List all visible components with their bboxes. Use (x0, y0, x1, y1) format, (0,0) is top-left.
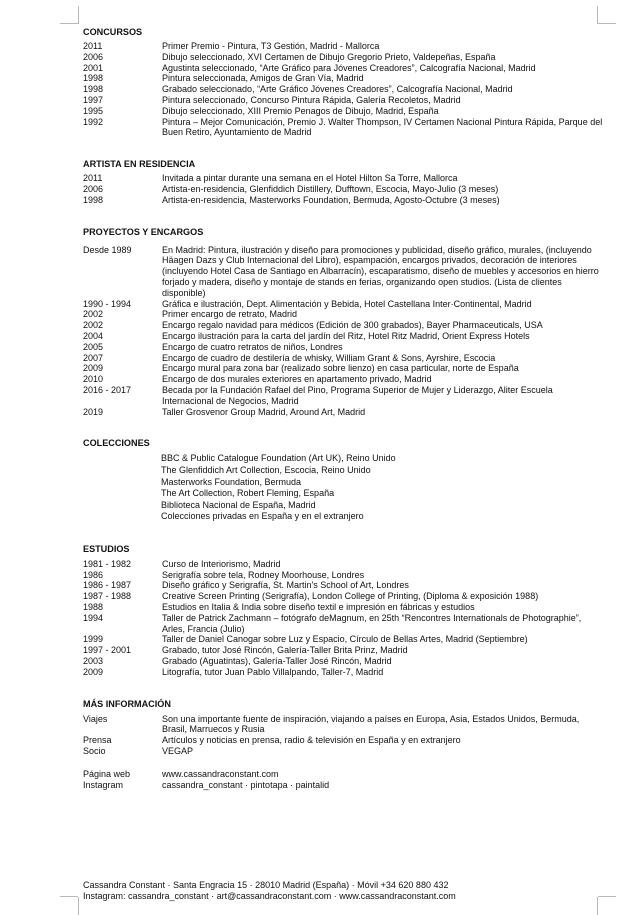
list-item (83, 195, 603, 206)
entry-label: Viajes (83, 713, 108, 724)
list-item (83, 580, 603, 591)
section-title: COLECCIONES (83, 438, 150, 449)
entry-text: Taller de Patrick Zachmann – fotógrafo deMagnum, en 25th “Rencontres Internationals de Photographie”, Arles, Francia (Julio) (162, 612, 582, 634)
page-footer (83, 880, 613, 903)
list-item (83, 117, 603, 139)
entry-text: Son una importante fuente de inspiración, viajando a países en Europa, Asia, Estados Unidos, Bermuda, Brasil, Marruecos y Rusia (162, 713, 580, 735)
list-item (83, 591, 603, 602)
entry-date: 2006 (83, 51, 104, 62)
list-item (83, 735, 603, 746)
entry-text: Grabado, tutor José Rincón, Galería-Taller Brita Prinz, Madrid (162, 645, 408, 656)
entry-text: Pintura seleccionada, Amigos de Gran Vía, Madrid (162, 73, 364, 84)
entry-label: Socio (83, 746, 106, 757)
list-item: BBC & Public Catalogue Foundation (Art UK), Reino Unido (161, 453, 396, 464)
list-item (83, 656, 603, 667)
instagram-handles: cassandra_constant · pintotapa · paintalid (162, 779, 330, 790)
list-item: Biblioteca Nacional de España, Madrid (161, 499, 316, 510)
crop-mark-top-right (598, 23, 616, 24)
list-item (83, 184, 603, 195)
entry-date: 2002 (83, 309, 104, 320)
entry-text: En Madrid: Pintura, ilustración y diseño para promociones y publicidad, diseño gráfico, murales, (incluyendo Häagen Dazs y Club Internacional del Libro), espampación, encargos privados, decoración de interiores (incluyendo Hotel Casa de Santiago en Albarracín), escaparatismo, diseño de muebles y accesorios en hierro forjado y madera, diseño y montaje de stands en ferias, organizando open studios. (Lista de clientes disponible) (162, 244, 599, 298)
section-mas-informacion (83, 698, 603, 791)
section-title: MÁS INFORMACIÓN (83, 698, 171, 709)
entry-date: 1988 (83, 602, 104, 613)
entry-date: 1994 (83, 612, 104, 623)
section-title: PROYECTOS Y ENCARGOS (83, 226, 204, 237)
entry-text: Artista-en-residencia, Masterworks Foundation, Bermuda, Agosto-Octubre (3 meses) (162, 194, 500, 205)
list-item (83, 299, 603, 310)
list-item (83, 363, 603, 374)
entry-text: Gráfica e ilustración, Dept. Alimentación y Bebida, Hotel Castellana Inter·Continental, Madrid (162, 298, 532, 309)
section-proyectos (83, 226, 603, 418)
entry-date: 1997 - 2001 (83, 645, 132, 656)
entry-date: 1997 (83, 94, 104, 105)
section-title: ARTISTA EN RESIDENCIA (83, 159, 196, 170)
entry-date: 2001 (83, 62, 104, 73)
entry-date: 2005 (83, 341, 104, 352)
footer-address: Cassandra Constant · Santa Engracia 15 · 28010 Madrid (España) · Móvil +34 620 880 432 (83, 880, 449, 890)
list-item (83, 570, 603, 581)
list-item (83, 41, 603, 52)
section-estudios (83, 543, 603, 678)
entry-date: 2011 (83, 41, 103, 51)
list-item (83, 342, 603, 353)
entry-text: Grabado seleccionado, “Arte Gráfico Jóvenes Creadores”, Calcografía Nacional, Madrid (162, 84, 513, 95)
section-concursos (83, 26, 603, 138)
entry-date: 2019 (83, 406, 104, 417)
list-item (83, 602, 603, 613)
entry-label: Página web (83, 768, 131, 779)
entry-text: Agustinta seleccionado, “Arte Gráfico para Jóvenes Creadores”, Calcografía Nacional, Madrid (162, 62, 536, 73)
list-item (83, 714, 603, 736)
list-item (83, 667, 603, 678)
entry-label: Prensa (83, 735, 112, 746)
list-item: The Glenfiddich Art Collection, Escocia, Reino Unido (161, 464, 371, 475)
crop-mark-bottom-left (60, 896, 78, 897)
entry-text: Encargo de cuadro de destilería de whisky, William Grant & Sons, Ayrshire, Escocia (162, 352, 496, 363)
entry-date: 1999 (83, 634, 104, 645)
entry-text: Primer encargo de retrato, Madrid (162, 309, 298, 320)
entry-text: Grabado (Aguatintas), Galería-Taller José Rincón, Madrid (162, 656, 392, 667)
entry-text: Invitada a pintar durante una semana en el Hotel Hilton Sa Torre, Mallorca (162, 173, 458, 184)
entry-date: 2002 (83, 320, 104, 331)
entry-date: 2006 (83, 183, 104, 194)
entry-text: Estudios en Italia & India sobre diseño textil e impresión en fábricas y estudios (162, 602, 475, 613)
list-item (83, 84, 603, 95)
crop-mark-top-left (60, 23, 78, 24)
list-item (83, 780, 603, 791)
list-item (83, 106, 603, 117)
entry-date: 1998 (83, 194, 104, 205)
list-item: Colecciones privadas en España y en el extranjero (161, 511, 364, 522)
entry-text: Taller de Daniel Canogar sobre Luz y Espacio, Círculo de Bellas Artes, Madrid (Septiembre) (162, 634, 528, 645)
entry-text: Curso de Interiorismo, Madrid (162, 558, 281, 569)
list-item (83, 309, 603, 320)
list-item (83, 245, 603, 299)
entry-date: 1992 (83, 116, 104, 127)
crop-mark-top-left (78, 6, 79, 24)
list-item (83, 634, 603, 645)
entry-text: Encargo mural para zona bar (realizado sobre lienzo) en casa particular, norte de España (162, 363, 519, 374)
list-item (83, 331, 603, 342)
entry-text: Diseño gráfico y Serigrafía, St. Martin's School of Art, Londres (162, 580, 409, 591)
entry-text: Pintura seleccionado, Concurso Pintura Rápida, Galería Recoletos, Madrid (162, 94, 461, 105)
entry-date: 1986 - 1987 (83, 580, 132, 591)
list-item (83, 385, 603, 407)
entry-text: Encargo de dos murales exteriores en apartamento privado, Madrid (162, 374, 432, 385)
entry-date: 1998 (83, 73, 104, 84)
list-item: The Art Collection, Robert Fleming, España (161, 488, 335, 499)
entry-text: Artículos y noticias en prensa, radio & televisión en España y en extranjero (162, 735, 461, 746)
entry-label: Instagram (83, 779, 124, 790)
entry-text: Primer Premio - Pintura, T3 Gestión, Madrid - Mallorca (162, 41, 380, 51)
entry-date: 2009 (83, 666, 104, 677)
list-item (83, 173, 603, 184)
entry-date: 2004 (83, 330, 104, 341)
section-residencia (83, 158, 603, 205)
entry-date: 1987 - 1988 (83, 591, 132, 602)
entry-date: Desde 1989 (83, 244, 132, 255)
entry-text: Pintura – Mejor Comunicación, Premio J. Walter Thompson, IV Certamen Nacional Pintura Rápida, Parque del Buen Retiro, Ayuntamiento de Madrid (162, 116, 603, 138)
entry-text: Taller Grosvenor Group Madrid, Around Art, Madrid (162, 406, 366, 417)
website-link[interactable]: www.cassandraconstant.com (162, 768, 279, 779)
list-item (83, 645, 603, 656)
list-item (83, 52, 603, 63)
entry-date: 2009 (83, 363, 104, 374)
list-item (83, 73, 603, 84)
entry-text: Encargo ilustración para la carta del jardín del Ritz, Hotel Ritz Madrid, Orient Express Hotels (162, 330, 530, 341)
list-item (83, 769, 603, 780)
entry-text: Becada por la Fundación Rafael del Pino, Programa Superior de Mujer y Liderazgo, Aliter Escuela Internacional de Negocios, Madrid (162, 384, 553, 406)
entry-date: 2010 (83, 374, 104, 385)
crop-mark-bottom-left (78, 897, 79, 915)
footer-contact: Instagram: cassandra_constant · art@cassandraconstant.com · www.cassandraconstant.com (83, 891, 456, 902)
entry-text: Dibujo seleccionado, XIII Premio Penagos de Dibujo, Madrid, España (162, 105, 439, 116)
entry-date: 2007 (83, 352, 104, 363)
list-item (83, 374, 603, 385)
document-body (83, 26, 603, 790)
entry-date: 1995 (83, 105, 104, 116)
list-item: Masterworks Foundation, Bermuda (161, 476, 302, 487)
entry-date: 1981 - 1982 (83, 558, 132, 569)
list-item (83, 746, 603, 757)
section-title: ESTUDIOS (83, 543, 130, 554)
list-item (83, 613, 603, 635)
entry-text: Litografía, tutor Juan Pablo Villalpando, Taller-7, Madrid (162, 666, 384, 677)
entry-date: 2011 (83, 173, 103, 184)
entry-date: 2016 - 2017 (83, 384, 132, 395)
entry-date: 2003 (83, 656, 104, 667)
entry-text: Encargo regalo navidad para médicos (Edición de 300 grabados), Bayer Pharmaceuticals, USA (162, 320, 543, 331)
entry-text: Encargo de cuatro retratos de niños, Londres (162, 341, 343, 352)
list-item (83, 353, 603, 364)
list-item (83, 63, 603, 74)
entry-date: 1986 (83, 569, 104, 580)
entry-text: Dibujo seleccionado, XVI Certamen de Dibujo Gregorio Prieto, Valdepeñas, España (162, 51, 496, 62)
entry-text: Artista-en-residencia, Glenfiddich Distillery, Dufftown, Escocia, Mayo-Julio (3 meses) (162, 183, 499, 194)
entry-date: 1998 (83, 84, 104, 95)
list-item (83, 559, 603, 570)
list-item (83, 320, 603, 331)
list-item (83, 95, 603, 106)
list-item (83, 407, 603, 418)
entry-text: Serigrafía sobre tela, Rodney Moorhouse, Londres (162, 569, 365, 580)
entry-text: Creative Screen Printing (Serigrafía), London College of Printing, (Diploma & exposición 1988) (162, 591, 539, 602)
crop-mark-top-right (597, 6, 598, 24)
entry-date: 1990 - 1994 (83, 298, 132, 309)
section-colecciones (83, 437, 603, 523)
entry-text: VEGAP (162, 746, 194, 757)
section-title: CONCURSOS (83, 27, 143, 37)
